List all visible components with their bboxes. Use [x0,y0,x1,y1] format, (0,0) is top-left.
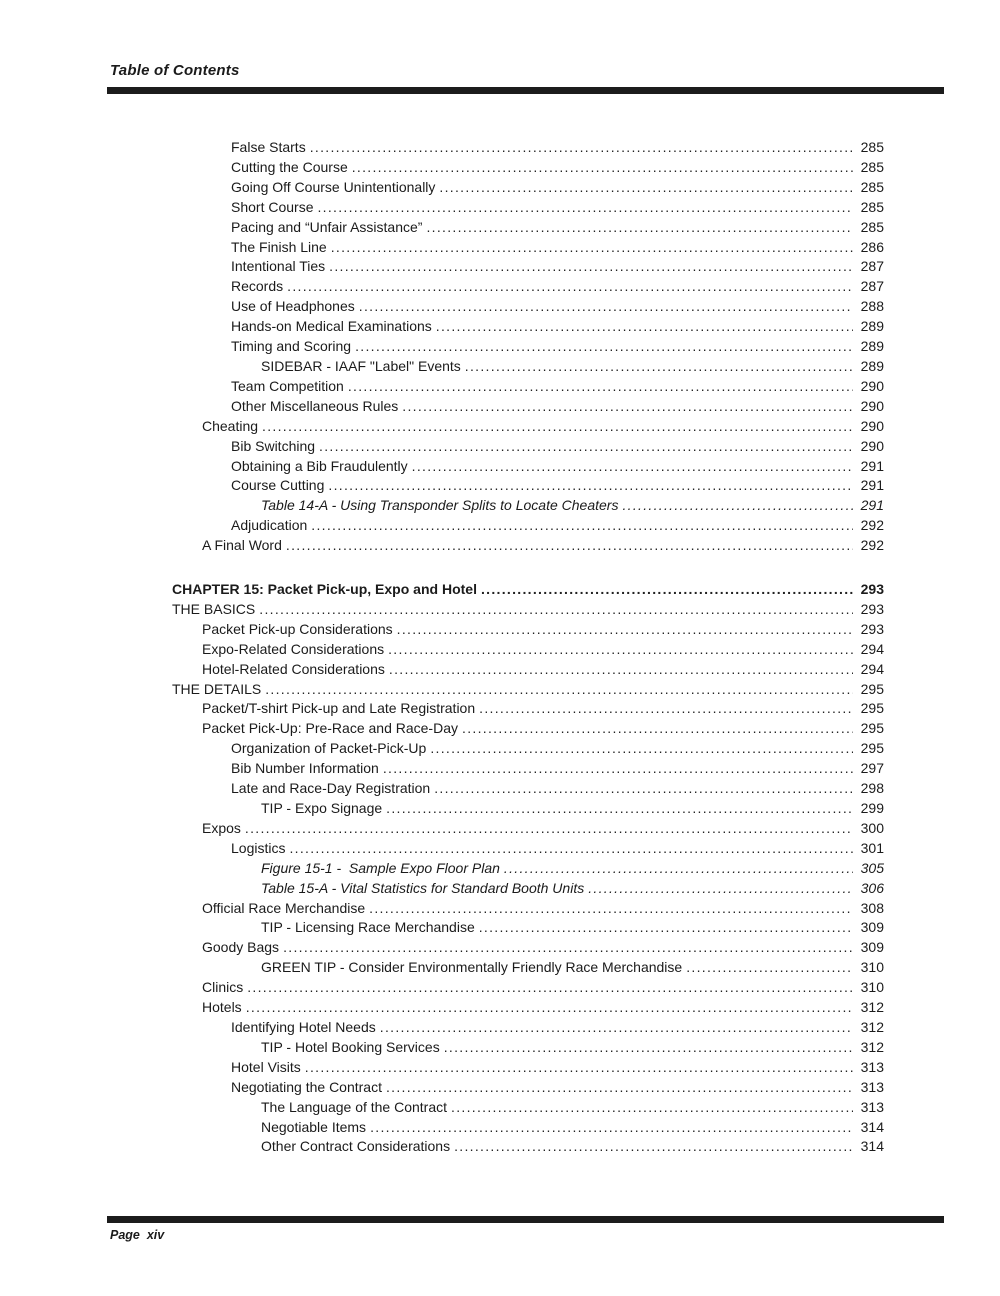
toc-entry-page: 293 [860,581,884,598]
toc-entry [172,640,884,660]
dot-leader [262,417,853,437]
page-footer-label: Page xiv [110,1228,165,1242]
toc-entry-label: Figure 15-1 - Sample Expo Floor Plan [261,859,500,876]
dot-leader [386,1078,853,1098]
toc-entry-page: 295 [860,680,884,697]
header-rule [107,87,944,94]
toc-entry-label: Organization of Packet-Pick-Up [231,740,427,757]
dot-leader [259,600,853,620]
toc-entry [172,138,884,158]
toc-entry-label: Going Off Course Unintentionally [231,178,436,195]
toc-entry-label: Official Race Merchandise [202,899,366,916]
page-header-title: Table of Contents [110,62,240,79]
toc-entry [172,739,884,759]
toc-entry-page: 285 [860,178,884,195]
toc-entry [172,719,884,739]
toc-entry [172,978,884,998]
dot-leader [412,457,853,477]
toc-entry-label: Timing and Scoring [231,338,352,355]
toc-entry-page: 309 [860,919,884,936]
toc-entry [172,600,884,620]
toc-entry-page: 310 [860,979,884,996]
toc-entry-label: Hotels [202,999,242,1016]
toc-entry-label: TIP - Expo Signage [261,800,383,816]
toc-entry-page: 295 [860,720,884,737]
dot-leader [245,819,853,839]
toc-entry-label: Other Contract Considerations [261,1138,451,1155]
dot-leader [386,799,853,819]
toc-entry-page: 295 [860,740,884,757]
toc-entry-page: 308 [860,899,884,916]
toc-entry-label: TIP - Hotel Booking Services [261,1038,440,1055]
dot-leader [311,516,853,536]
dot-leader [286,536,853,556]
toc-entry [172,1058,884,1078]
toc-entry-label: Identifying Hotel Needs [231,1018,376,1035]
dot-leader [359,297,853,317]
toc-entry [172,680,884,700]
toc-entry-label: Bib Switching [231,437,316,454]
toc-entry-label: SIDEBAR - IAAF "Label" Events [261,357,461,374]
toc-entry-page: 313 [860,1078,884,1095]
toc-entry-label: Goody Bags [202,939,280,956]
toc-entry [172,899,884,919]
toc-entry [172,1098,884,1118]
toc-entry [172,357,884,377]
toc-entry [172,377,884,397]
toc-entry [172,257,884,277]
toc-entry-label: TIP - Licensing Race Merchandise [261,919,475,936]
toc-entry-label: Hotel-Related Considerations [202,660,385,677]
toc-entry [172,297,884,317]
toc-entry-label: The Language of the Contract [261,1098,448,1115]
toc-entry-page: 301 [860,839,884,856]
toc-entry-label: Short Course [231,198,314,215]
toc-entry-page: 295 [860,700,884,717]
toc-entry-label: THE BASICS [172,600,256,617]
toc-entry-label: Records [231,278,284,295]
toc-entry-page: 298 [860,780,884,797]
toc-entry-label: CHAPTER 15: Packet Pick-up, Expo and Hotel [172,581,477,598]
toc-entry [172,1078,884,1098]
toc-entry-label: The Finish Line [231,238,327,255]
toc-entry [172,918,884,938]
dot-leader [439,178,853,198]
dot-leader [465,357,853,377]
toc-entry-page: 294 [860,640,884,657]
dot-leader [622,496,853,516]
toc-entry-label: Packet/T-shirt Pick-up and Late Registration [202,700,476,717]
dot-leader [348,377,853,397]
toc-entry [172,277,884,297]
toc-entry [172,819,884,839]
toc-entry [172,238,884,258]
toc-entry-page: 300 [860,819,884,836]
dot-leader [369,899,853,919]
dot-leader [426,218,853,238]
dot-leader [355,337,853,357]
toc-entry-label: Expos [202,819,241,836]
toc-entry [172,198,884,218]
dot-leader [430,739,853,759]
dot-leader [310,138,853,158]
toc-entry [172,839,884,859]
toc-entry [172,938,884,958]
dot-leader [370,1118,853,1138]
toc-entry-label: Other Miscellaneous Rules [231,397,399,414]
dot-leader [328,476,853,496]
toc-entry-label: Clinics [202,979,244,996]
toc-entry [172,417,884,437]
dot-leader [289,839,853,859]
dot-leader [479,699,853,719]
toc-entry-label: Cutting the Course [231,158,348,175]
toc-entry-page: 285 [860,158,884,175]
toc-entry-label: Negotiating the Contract [231,1078,382,1095]
toc-entry [172,958,884,978]
toc-entry-page: 314 [860,1118,884,1135]
toc-entry-label: Table 15-A - Vital Statistics for Standard Booth Units [261,879,585,896]
toc-entry-page: 291 [860,457,884,474]
toc-entry-page: 291 [860,497,884,514]
toc-entry [172,998,884,1018]
toc-entry-page: 288 [860,298,884,315]
dot-leader [462,719,853,739]
toc-entry-page: 290 [860,437,884,454]
toc-entry-page: 290 [860,417,884,434]
toc-entry [172,699,884,719]
dot-leader [451,1098,853,1118]
toc-entry-page: 293 [860,600,884,617]
dot-leader [686,958,853,978]
toc-entry-label: Logistics [231,839,286,856]
toc-entry [172,536,884,556]
toc-entry-label: Expo-Related Considerations [202,640,385,657]
toc-entry-page: 292 [860,517,884,534]
dot-leader [397,620,853,640]
toc-entry-page: 312 [860,1038,884,1055]
dot-leader [402,397,853,417]
toc-entry-page: 312 [860,1018,884,1035]
toc-entry-page: 287 [860,278,884,295]
toc-entry-label: Hotel Visits [231,1058,301,1075]
dot-leader [317,198,853,218]
toc-entry [172,457,884,477]
dot-leader [479,918,853,938]
toc-entry [172,476,884,496]
toc-entry-label: Bib Number Information [231,760,379,777]
toc-entry [172,218,884,238]
toc-entry-label: Hands-on Medical Examinations [231,318,432,335]
dot-leader [265,680,853,700]
dot-leader [454,1137,853,1157]
dot-leader [383,759,853,779]
dot-leader [481,580,853,600]
dot-leader [319,437,853,457]
toc-entry [172,317,884,337]
toc-entry-label: Packet Pick-up Considerations [202,620,393,637]
toc-entry [172,1038,884,1058]
dot-leader [436,317,853,337]
toc-entry-page: 297 [860,760,884,777]
toc-entry-page: 310 [860,959,884,976]
dot-leader [588,879,853,899]
toc-entry-label: Pacing and “Unfair Assistance” [231,218,423,235]
toc-entry-page: 314 [860,1138,884,1155]
toc-entry-label: Cheating [202,417,259,434]
toc-entry [172,620,884,640]
toc-entry [172,660,884,680]
toc-entry-page: 287 [860,258,884,275]
toc-entry-page: 289 [860,318,884,335]
dot-leader [389,660,853,680]
toc-entry [172,779,884,799]
dot-leader [329,257,853,277]
toc-entry [172,1018,884,1038]
dot-leader [287,277,853,297]
dot-leader [444,1038,853,1058]
toc-entry [172,437,884,457]
toc-entry-page: 294 [860,660,884,677]
toc-entry-label: Adjudication [231,517,308,534]
toc-entry-label: Team Competition [231,377,344,394]
toc-entry-page: 299 [860,800,884,816]
toc-entry [172,879,884,899]
toc-entry [172,496,884,516]
toc-entry-label: Intentional Ties [231,258,326,275]
toc-entry-label: A Final Word [202,537,282,554]
toc-entry-label: GREEN TIP - Consider Environmentally Friendly Race Merchandise [261,959,683,976]
toc-entry [172,1137,884,1157]
dot-leader [331,238,853,258]
dot-leader [504,859,853,879]
toc-entry-page: 289 [860,338,884,355]
toc-entry-label: Course Cutting [231,477,325,494]
toc-entry [172,516,884,536]
toc-entry-label: THE DETAILS [172,680,262,697]
toc-entry-page: 291 [860,477,884,494]
toc-entry-label: Table 14-A - Using Transponder Splits to Locate Cheaters [261,497,619,514]
toc-entry-page: 313 [860,1098,884,1115]
toc-entry-page: 312 [860,999,884,1016]
toc-entry [172,397,884,417]
toc-entry-page: 289 [860,357,884,374]
toc-entry-page: 285 [860,218,884,235]
dot-leader [352,158,853,178]
toc-entry [172,158,884,178]
toc-entry-page: 309 [860,939,884,956]
toc-entry [172,859,884,879]
footer-rule [107,1216,944,1223]
toc-entry [172,759,884,779]
dot-leader [247,978,853,998]
toc-list [172,138,884,1157]
toc-entry [172,1118,884,1138]
dot-leader [305,1058,853,1078]
toc-entry [172,178,884,198]
toc-entry-label: False Starts [231,139,306,155]
dot-leader [283,938,853,958]
dot-leader [388,640,853,660]
toc-entry-page: 293 [860,620,884,637]
dot-leader [246,998,853,1018]
toc-entry-page: 290 [860,397,884,414]
toc-entry-page: 286 [860,238,884,255]
toc-entry-page: 290 [860,377,884,394]
toc-entry-label: Late and Race-Day Registration [231,780,431,797]
toc-entry-label: Obtaining a Bib Fraudulently [231,457,408,474]
toc-entry-label: Negotiable Items [261,1118,367,1135]
toc-entry-page: 305 [860,859,884,876]
toc-entry-page: 313 [860,1058,884,1075]
toc-entry-label: Use of Headphones [231,298,355,315]
toc-entry-page: 306 [860,879,884,896]
toc-entry-page: 285 [860,139,884,155]
toc-entry [172,799,884,819]
toc-entry [172,580,884,600]
toc-entry-page: 292 [860,537,884,554]
toc-entry-page: 285 [860,198,884,215]
toc-entry-label: Packet Pick-Up: Pre-Race and Race-Day [202,720,458,737]
toc-entry [172,337,884,357]
dot-leader [380,1018,853,1038]
dot-leader [434,779,853,799]
